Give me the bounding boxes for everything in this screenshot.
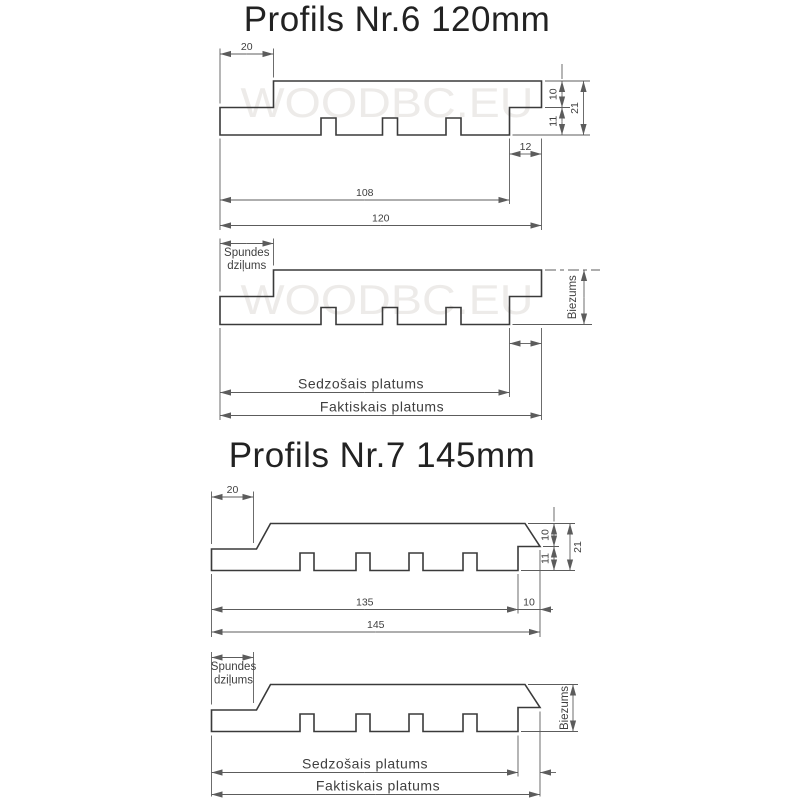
dim-lower-thickness: 11 xyxy=(539,553,552,564)
label-full-width: Faktiskais platums xyxy=(319,398,445,415)
profile7-title: Profils Nr.7 145mm xyxy=(228,436,536,475)
label-thickness: Biezums xyxy=(567,275,579,320)
profile6-labeled-drawing xyxy=(220,239,600,421)
label-cover-width: Sedzošais platums xyxy=(297,375,425,392)
profile7-dimensioned-drawing xyxy=(212,484,585,637)
watermark: WOODBC.EU xyxy=(240,276,534,323)
profile7-cross-section xyxy=(212,685,541,732)
dimension-arrows xyxy=(212,497,571,632)
dim-full-width: 120 xyxy=(371,212,390,225)
dim-tongue-width: 20 xyxy=(240,41,253,53)
profile6-title: Profils Nr.6 120mm xyxy=(243,0,551,39)
label-tongue-depth-line1: Spundes xyxy=(224,247,270,259)
watermark-layer xyxy=(241,79,534,323)
dim-tongue-width: 20 xyxy=(226,484,239,496)
dim-notch-width: 12 xyxy=(519,141,532,153)
dim-total-thickness: 21 xyxy=(569,102,581,114)
dim-cover-width: 108 xyxy=(355,187,374,199)
dim-cover-width: 135 xyxy=(355,596,374,609)
dim-upper-thickness: 10 xyxy=(547,88,560,101)
label-full-width: Faktiskais platums xyxy=(315,777,441,794)
dim-notch-width: 10 xyxy=(523,596,535,609)
profile7-labeled-drawing xyxy=(211,652,578,797)
label-tongue-depth-line1: Spundes xyxy=(210,661,257,673)
extension-lines xyxy=(212,652,579,797)
profile6-dimensioned-drawing xyxy=(220,41,590,230)
dim-full-width: 145 xyxy=(366,619,385,631)
watermark: WOODBC.EU xyxy=(240,79,534,126)
label-cover-width: Sedzošais platums xyxy=(301,755,429,772)
extension-lines xyxy=(212,492,576,638)
label-tongue-depth-line2: dziļums xyxy=(214,674,253,687)
dim-upper-thickness: 10 xyxy=(539,529,552,541)
extension-lines xyxy=(220,49,590,231)
label-tongue-depth-line2: dziļums xyxy=(227,260,267,272)
profile7-cross-section xyxy=(212,524,541,571)
label-thickness: Biezums xyxy=(559,685,571,731)
dim-lower-thickness: 11 xyxy=(547,115,560,127)
dim-total-thickness: 21 xyxy=(572,541,584,553)
